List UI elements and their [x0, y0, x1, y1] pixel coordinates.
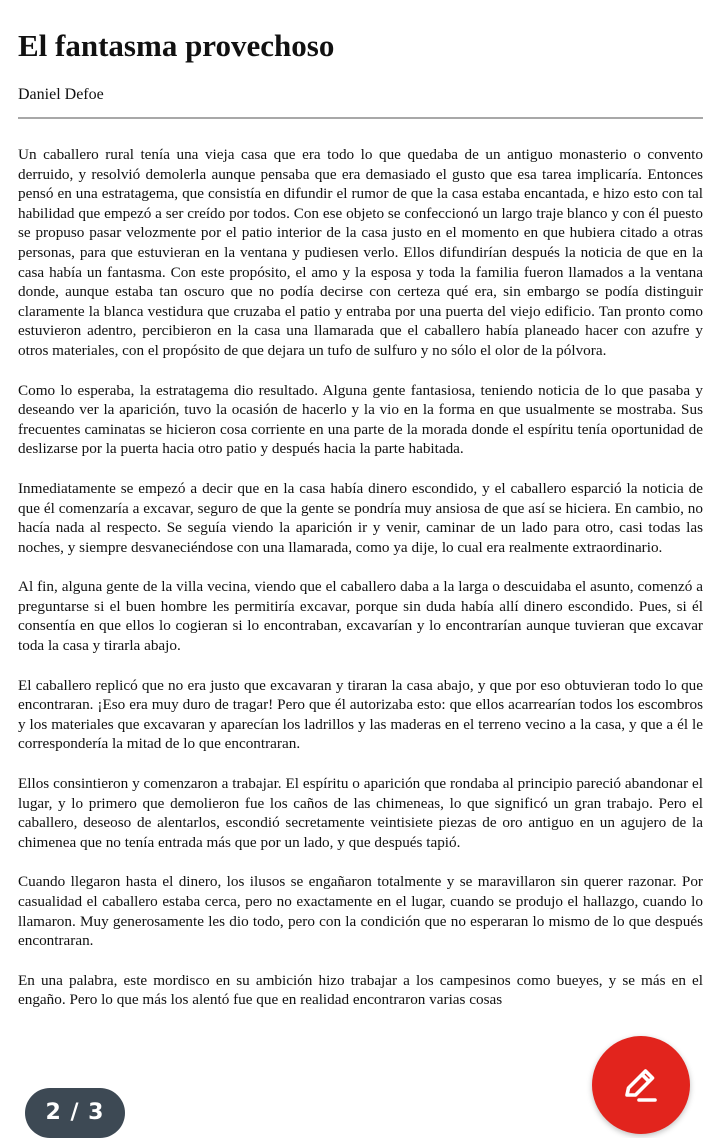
pencil-icon — [618, 1062, 664, 1108]
paragraph: El caballero replicó que no era justo que excavaran y tiraran la casa abajo, y que por eso obtuvieran todo lo que encontraran. ¡Eso era muy duro de tragar! Pero que él autorizaba esto: que ellos acarrearían todos los escombros y los materiales que excavaran y aparecían los ladrillos y las maderas en el terreno vecino a la casa, y que a él le correspondería la mitad de lo que encontraran. — [18, 676, 703, 753]
paragraph: Como lo esperaba, la estratagema dio resultado. Alguna gente fantasiosa, teniendo noticia de lo que pasaba y deseando ver la aparición, tuvo la ocasión de hacerlo y la vio en la forma en que usualmente se mostraba. Sus frecuentes caminatas se hicieron cosa corriente en una parte de la morada donde el espíritu tenía oportunidad de deslizarse por la puerta hacia otro patio y después hacia la parte habitada. — [18, 381, 703, 458]
paragraph: Cuando llegaron hasta el dinero, los ilusos se engañaron totalmente y se maravillaron sin querer razonar. Por casualidad el caballero estaba cerca, pero no exactamente en el lugar, cuando se produjo el hallazgo, cuando lo llamaron. Muy generosamente les dio todo, pero con la condición que no esperaran lo mismo de lo que después encontraran. — [18, 873, 703, 950]
paragraph: Ellos consintieron y comenzaron a trabajar. El espíritu o aparición que rondaba al principio pareció abandonar el lugar, y lo primero que demolieron fue los caños de las chimeneas, lo que significó un gran trabajo. Pero el caballero, deseoso de alentarlos, escondió secretamente veintisiete piezas de oro antiguo en un agujero de la chimenea que no tenía entrada más que por un lado, y que después tapió. — [18, 775, 703, 851]
article-author: Daniel Defoe — [18, 86, 104, 103]
paragraph: En una palabra, este mordisco en su ambición hizo trabajar a los campesinos como bueyes, y se más en el engaño. Pero lo que más los alentó fue que en realidad encontraron varias cosas — [18, 971, 703, 1009]
title-divider — [18, 117, 703, 119]
page-indicator-label: 2 / 3 — [45, 1100, 105, 1125]
article-title: El fantasma provechoso — [18, 28, 335, 63]
paragraph: Al fin, alguna gente de la villa vecina, viendo que el caballero daba a la larga o descuidaba el asunto, comenzó a preguntarse si el buen hombre les permitiría excavar, porque sin duda había allí dinero escondido. Pues, si él consentía en que ellos lo cogieran si lo encontraban, excavarían y lo encontrarían aunque tuvieran que excavar toda la casa y tirarla abajo. — [18, 578, 703, 655]
paragraph: Un caballero rural tenía una vieja casa que era todo lo que quedaba de un antiguo monasterio o convento derruido, y resolvió demolerla aunque pensaba que era demasiado el gusto que esa tarea implicaría. Entonces pensó en una estratagema, que consistía en difundir el rumor de que la casa estaba encantada, e hizo esto con tal habilidad que empezó a ser creído por todos. Con ese objeto se confeccionó un largo traje blanco y con él puesto se propuso pasar velozmente por el patio interior de la casa justo en el momento en que hubiera citado a otras personas, para que estuvieran en la ventana y pudiesen verlo. Ellos difundirían después la noticia de que en la casa había un fantasma. Con este propósito, el amo y la esposa y toda la familia fueron llamados a la ventana donde, aunque estaba tan oscuro que no podía decirse con certeza qué era, sin embargo se podía distinguir claramente la blanca vestidura que cruzaba el patio y entraba por una puerta del viejo edificio. Tan pronto como estuvieron adentro, percibieron en la casa una llamarada que el caballero había planeado hacer con azufre y otros materiales, con el propósito de que dejara un tufo de sulfuro y no sólo el olor de la pólvora. — [18, 146, 703, 359]
article-body — [18, 145, 703, 1030]
paragraph: Inmediatamente se empezó a decir que en la casa había dinero escondido, y el caballero esparció la noticia de que él comenzaría a excavar, seguro de que la gente se pondría muy ansiosa de que así se hiciera. En cambio, no hacía nada al respecto. Se seguía viendo la aparición ir y venir, caminar de un lado para otro, casi todas las noches, y siempre desvaneciéndose con una llamarada, como ya dije, lo cual era realmente extraordinario. — [18, 479, 703, 556]
edit-button[interactable] — [592, 1036, 690, 1134]
